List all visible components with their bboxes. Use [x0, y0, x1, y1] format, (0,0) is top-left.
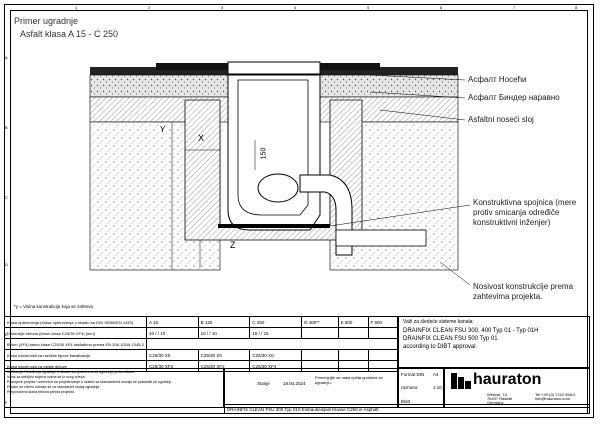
outlet-pipe: [258, 174, 298, 202]
spec-cell: C25/30 X0: [250, 350, 302, 361]
note-line: Preporučena klasa betona prema projektu.: [7, 390, 75, 394]
spec-header: C 250: [250, 317, 302, 328]
spec-cell: [146, 339, 397, 350]
spec-cell: 15 / / 15: [250, 328, 302, 339]
spec-row-label: Klasa opterećenja (Klasa opterećenja u skladu sa DIN 19580/EN 1433): [5, 317, 147, 328]
approval-line: Važi za sledeće sisteme kanala:: [403, 319, 474, 325]
col-label: 4: [294, 5, 297, 10]
spec-cell: [302, 328, 339, 339]
spec-cell: C25/30 X0: [146, 350, 198, 361]
spec-row-label: Dimenzije betona (beton klase C25/30 XF4) (mm): [5, 328, 147, 339]
date-label: Stanje: [257, 381, 270, 386]
spec-row-label: Klasa izloženosti za različite tipove kanalizacije: [5, 350, 147, 361]
col-label: 1: [75, 5, 78, 10]
spec-cell: [302, 350, 339, 361]
scale-label: razmera: [401, 385, 418, 390]
spec-cell: C25/30 X0: [198, 350, 250, 361]
approval-line: DRAINFIX CLEAN FSU 500 Typ 01: [403, 336, 498, 342]
date-value: 18.04.2024: [283, 381, 306, 386]
construction-joint: [218, 224, 330, 228]
legend-asphalt-wearing: Асфалт Носећи: [468, 75, 527, 84]
spec-cell: [338, 328, 368, 339]
note-line: Iznos za debljinu slojeva uzima se iz ovog crteža.: [7, 375, 86, 379]
spec-cell: [368, 350, 397, 361]
spec-header: E 600: [338, 317, 368, 328]
row-label: E: [5, 332, 8, 337]
col-label: 6: [440, 5, 443, 10]
drawing-number: DRAINFIX CLEAN FSU 300 Typ 010 Einbaubeispiel Klasse C250 in Asphalt: [227, 407, 379, 412]
drawing-subtitle: Asfalt klasa A 15 - C 250: [20, 29, 119, 39]
address-line: Werkstr. 13: [487, 392, 508, 397]
approval-box: [398, 316, 590, 368]
legend-load-bearing: Nosivost konstrukcije prema zahtevima projekta.: [473, 282, 574, 301]
asphalt-binder-left: [90, 75, 230, 97]
col-label: 3: [221, 5, 224, 10]
pipe-horizontal: [336, 230, 426, 246]
approval-line: DRAINFIX CLEAN FSU 300, 400 Typ 01 - Typ 01H: [403, 328, 539, 334]
brand-name: hauraton: [473, 371, 542, 388]
spec-cell: C25/30 XF2: [146, 361, 198, 372]
spec-cell: [338, 350, 368, 361]
address-line: Germany: [487, 400, 504, 405]
format-label: Format DIN: [401, 372, 425, 377]
spec-row-label: Beton (XF4) beton klase C25/30 XF4 usklađeno prema EN 206-1/DIN 1045-2: [5, 339, 147, 350]
contact: [535, 393, 575, 401]
spec-cell: C25/30 XF4: [250, 361, 302, 372]
note-line: Podaci na crtežu odnose se na standardni slučaj ugradnje.: [7, 385, 101, 389]
spec-header: D 400**: [302, 317, 339, 328]
col-label: 5: [367, 5, 370, 10]
footnote: *y = Visina konstrukcije koja se zahteva: [14, 304, 93, 309]
grate: [228, 62, 320, 74]
format-value: A4: [433, 372, 439, 377]
spec-row-label: Klasa izloženosti za ostale delove: [5, 361, 147, 372]
footer-title: [224, 404, 590, 414]
dim-y-label: Y: [160, 125, 166, 134]
notes-block: [4, 368, 224, 408]
title-block-brand: [444, 368, 590, 408]
legend-asphalt-base: Asfaltni noseći sloj: [468, 115, 534, 124]
legend-asphalt-binder: Асфалт Биндер наравно: [468, 93, 560, 102]
row-label: A: [5, 55, 8, 60]
col-label: 7: [513, 5, 516, 10]
note-line: Ispitivanja i izvođenja ugradnje u skladu sa uputstvima za ugradnju proizvođača.: [7, 370, 135, 374]
frame-left: [156, 63, 228, 70]
title-block-format: [398, 368, 444, 408]
drawing-title: Primer ugradnje: [14, 16, 79, 26]
row-label: C: [5, 195, 8, 200]
scale-value: 1:10: [433, 385, 442, 390]
note-line: Postojeće propise i smernice za projektovanje u skladu sa standardima moraju se poštovati pri ugradnji.: [7, 380, 172, 384]
contact-line: info@hauraton.com: [535, 396, 570, 401]
spec-cell: 10 / / 10: [146, 328, 198, 339]
spec-cell: 10 / / 10: [198, 328, 250, 339]
frame-right: [320, 63, 380, 70]
dim-x-label: X: [198, 133, 205, 143]
spec-cell: [368, 328, 397, 339]
row-label: D: [5, 262, 8, 267]
col-label: 8: [575, 5, 578, 10]
spec-header: F 900: [368, 317, 397, 328]
contact-line: Tel +49 (0) 7222 958-0: [535, 392, 576, 397]
spec-header: A 15: [146, 317, 198, 328]
install-note: Primenjujte se naša opšta uputstva za ugradnju.: [315, 375, 383, 385]
hauraton-logo-icon: [451, 373, 471, 389]
dim-z-label: Z: [230, 240, 236, 250]
title-block-date: [224, 368, 398, 408]
page-label: Blatt: [401, 399, 411, 404]
row-label: F: [5, 400, 8, 405]
address-line: 76437 Rastatt: [487, 396, 512, 401]
spec-header: B 125: [198, 317, 250, 328]
spec-cell: C25/30 XF2: [198, 361, 250, 372]
legend-construction-joint: Konstruktivna spojnica (mere protiv smicanja određiče konstruktivni inženjer): [473, 198, 577, 227]
spec-table: [4, 316, 398, 372]
row-label: B: [5, 125, 8, 130]
col-label: 2: [148, 5, 151, 10]
dim-150-label: 150: [260, 147, 268, 160]
approval-line: according to DIBT approval: [403, 344, 476, 350]
